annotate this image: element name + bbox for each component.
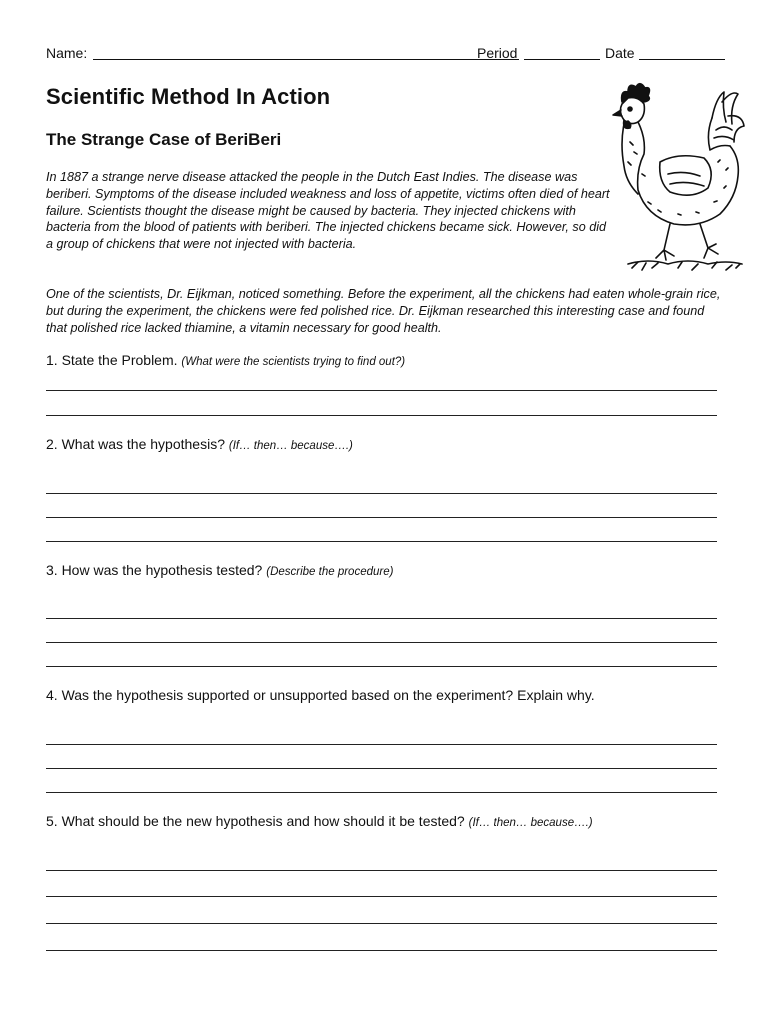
question-2-hint: (If… then… because….) <box>228 440 353 452</box>
question-3-hint: (Describe the procedure) <box>266 566 394 578</box>
question-5-hint: (If… then… because….) <box>468 817 593 829</box>
answer-line-2c[interactable] <box>46 541 717 542</box>
answer-line-4c[interactable] <box>46 792 717 793</box>
answer-line-4a[interactable] <box>46 744 717 745</box>
answer-line-5c[interactable] <box>46 923 717 924</box>
question-4 <box>46 687 595 703</box>
name-field[interactable] <box>93 45 519 60</box>
question-4-text: 4. Was the hypothesis supported or unsupported based on the experiment? Explain why. <box>46 687 595 703</box>
eijkman-paragraph: One of the scientists, Dr. Eijkman, noticed something. Before the experiment, all the chickens had eaten whole-grain rice, but during the experiment, the chickens were fed polished rice. Dr. Eijkman researched this interesting case and found that polished rice lacked thiamine, a vitamin necessary for good health. <box>46 287 721 335</box>
question-1-hint: (What were the scientists trying to find out?) <box>181 356 406 368</box>
answer-line-4b[interactable] <box>46 768 717 769</box>
question-1-text: 1. State the Problem. <box>46 352 178 368</box>
answer-line-3a[interactable] <box>46 618 717 619</box>
question-2 <box>46 436 353 452</box>
date-label: Date <box>605 45 635 61</box>
name-label: Name: <box>46 45 88 61</box>
question-1 <box>46 352 405 368</box>
answer-line-2a[interactable] <box>46 493 717 494</box>
answer-line-5b[interactable] <box>46 896 717 897</box>
intro-paragraph: In 1887 a strange nerve disease attacked the people in the Dutch East Indies. The disease was beriberi. Symptoms of the disease included weakness and loss of appetite, victims often died of heart failure. Scientists thought the disease might be caused by bacteria. They injected chickens with bacteria from the blood of patients with beriberi. The injected chickens became sick. However, so did a group of chickens that were not injected with bacteria. <box>46 170 610 252</box>
answer-line-1a[interactable] <box>46 390 717 391</box>
question-3-text: 3. How was the hypothesis tested? <box>46 562 263 578</box>
period-field[interactable] <box>524 45 600 60</box>
question-2-text: 2. What was the hypothesis? <box>46 436 225 452</box>
answer-line-3b[interactable] <box>46 642 717 643</box>
answer-line-5d[interactable] <box>46 950 717 951</box>
answer-line-2b[interactable] <box>46 517 717 518</box>
answer-line-3c[interactable] <box>46 666 717 667</box>
question-5 <box>46 813 593 829</box>
question-5-text: 5. What should be the new hypothesis and how should it be tested? <box>46 813 465 829</box>
date-field[interactable] <box>639 45 725 60</box>
page-title: Scientific Method In Action <box>46 84 331 109</box>
chicken-icon <box>608 78 746 278</box>
question-3 <box>46 562 393 578</box>
answer-line-1b[interactable] <box>46 415 717 416</box>
page-subtitle: The Strange Case of BeriBeri <box>46 130 282 149</box>
period-label: Period <box>477 45 518 61</box>
answer-line-5a[interactable] <box>46 870 717 871</box>
